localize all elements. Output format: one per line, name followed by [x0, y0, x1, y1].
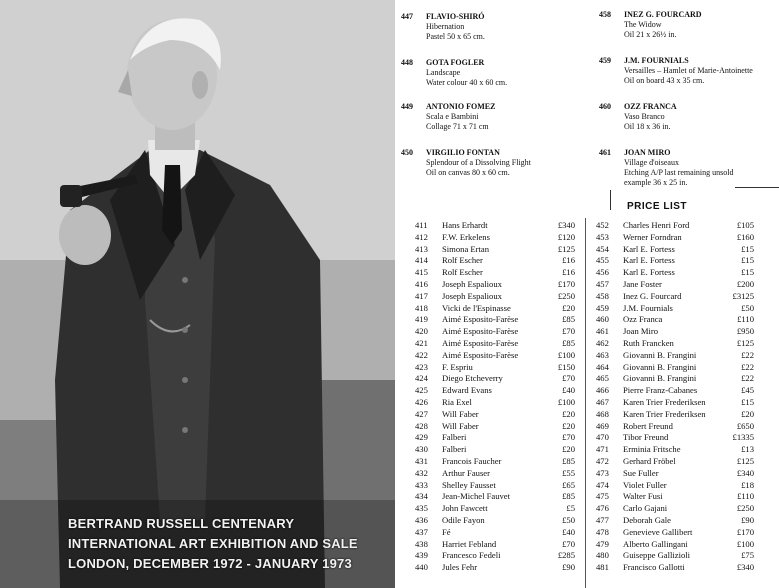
- price-row-number: 470: [596, 432, 609, 443]
- price-row-number: 437: [415, 526, 428, 537]
- price-row-price: £85: [562, 314, 575, 325]
- price-row-artist: Aimé Esposito-Farèse: [442, 314, 519, 325]
- price-row-price: £285: [557, 550, 575, 561]
- price-row-number: 419: [415, 314, 428, 325]
- price-row-number: 473: [596, 467, 609, 478]
- price-row-price: £170: [557, 278, 575, 289]
- price-row: [415, 350, 575, 362]
- price-row-price: £125: [736, 337, 754, 348]
- price-row-number: 420: [415, 326, 428, 337]
- entry-number: 448: [401, 58, 413, 67]
- price-row-price: £18: [741, 479, 754, 490]
- price-row-price: £22: [741, 349, 754, 360]
- price-row-number: 427: [415, 408, 428, 419]
- price-row: [415, 503, 575, 515]
- price-row-number: 423: [415, 361, 428, 372]
- price-row: [415, 468, 575, 480]
- price-row-artist: Will Faber: [442, 408, 479, 419]
- price-row: [415, 550, 575, 562]
- price-row: [415, 338, 575, 350]
- price-row: [596, 421, 754, 433]
- price-row-number: 413: [415, 243, 428, 254]
- price-row-artist: Aimé Esposito-Farèse: [442, 337, 519, 348]
- price-row-price: £125: [736, 455, 754, 466]
- entry-artist: GOTA FOGLER: [426, 58, 485, 67]
- price-row-price: £110: [737, 491, 754, 502]
- entry-number: 450: [401, 148, 413, 157]
- price-row-artist: Robert Freund: [623, 420, 673, 431]
- price-row: [415, 562, 575, 574]
- price-row-number: 456: [596, 267, 609, 278]
- price-row-price: £100: [557, 396, 575, 407]
- price-row-artist: F. Espriu: [442, 361, 473, 372]
- price-row-price: £90: [741, 514, 754, 525]
- entry-number: 461: [599, 148, 611, 157]
- price-row-artist: Ria Exel: [442, 396, 472, 407]
- price-row: [415, 421, 575, 433]
- price-row-artist: Francesco Fedeli: [442, 550, 501, 561]
- price-row-price: £70: [562, 326, 575, 337]
- price-row-price: £13: [741, 444, 754, 455]
- price-row: [415, 539, 575, 551]
- price-row-number: 426: [415, 396, 428, 407]
- price-row-artist: Joseph Espalioux: [442, 290, 502, 301]
- price-row-price: £85: [562, 455, 575, 466]
- price-row-artist: Deborah Gale: [623, 514, 671, 525]
- price-row-number: 480: [596, 550, 609, 561]
- price-row: [415, 255, 575, 267]
- price-row-price: £100: [557, 349, 575, 360]
- price-row-number: 430: [415, 444, 428, 455]
- entry-medium: Water colour 40 x 60 cm.: [426, 78, 508, 87]
- price-row-artist: J.M. Fournials: [623, 302, 673, 313]
- price-row-artist: Werner Forndran: [623, 231, 682, 242]
- price-row-number: 452: [596, 220, 609, 230]
- price-list-left: [415, 220, 575, 574]
- entry-artist: OZZ FRANCA: [624, 102, 677, 111]
- price-row-number: 428: [415, 420, 428, 431]
- price-row: [415, 432, 575, 444]
- price-row-artist: Rolf Escher: [442, 267, 483, 278]
- price-row-artist: Sue Fuller: [623, 467, 659, 478]
- entry-title: Splendour of a Dissolving Flight: [426, 158, 531, 167]
- divider-line: [735, 187, 779, 188]
- price-row-price: £90: [562, 562, 575, 573]
- price-row-artist: Rolf Escher: [442, 255, 483, 266]
- price-row: [415, 444, 575, 456]
- price-row-price: £20: [562, 420, 575, 431]
- entry-title: Scala e Bambini: [426, 112, 479, 121]
- price-row-price: £20: [562, 302, 575, 313]
- price-row-price: £15: [741, 255, 754, 266]
- price-row-price: £250: [557, 290, 575, 301]
- caption-line-2: INTERNATIONAL ART EXHIBITION AND SALE: [68, 536, 358, 551]
- price-row-number: 435: [415, 503, 428, 514]
- price-row: [596, 232, 754, 244]
- price-row-number: 467: [596, 396, 609, 407]
- price-row-artist: Aimé Esposito-Farèse: [442, 326, 519, 337]
- price-row-number: 440: [415, 562, 428, 573]
- price-row: [596, 338, 754, 350]
- price-row-number: 411: [415, 220, 428, 230]
- entry-title: Village d'oiseaux: [624, 158, 679, 167]
- price-row-number: 412: [415, 231, 428, 242]
- price-row-price: £65: [562, 479, 575, 490]
- price-row-artist: Karen Trier Frederiksen: [623, 408, 706, 419]
- price-row-number: 477: [596, 514, 609, 525]
- price-row: [596, 432, 754, 444]
- entry-number: 458: [599, 10, 611, 19]
- entry-title: Hibernation: [426, 22, 465, 31]
- price-row-price: £20: [741, 408, 754, 419]
- price-row-artist: Pierre Franz-Cabanes: [623, 385, 698, 396]
- price-row-price: £200: [736, 278, 754, 289]
- price-row-artist: Vicki de l'Espinasse: [442, 302, 511, 313]
- entry-artist: ANTONIO FOMEZ: [426, 102, 496, 111]
- price-row: [596, 468, 754, 480]
- price-row-price: £1335: [732, 432, 754, 443]
- entry-artist: FLAVIO-SHIRÓ: [426, 12, 485, 21]
- entry-medium-extra: example 36 x 25 in.: [624, 178, 688, 187]
- price-row-artist: Diego Etcheverry: [442, 373, 503, 384]
- entry-title: The Widow: [624, 20, 662, 29]
- price-row: [415, 303, 575, 315]
- price-row-number: 418: [415, 302, 428, 313]
- price-row-number: 457: [596, 278, 609, 289]
- price-row: [415, 527, 575, 539]
- price-row-artist: Jules Fehr: [442, 562, 478, 573]
- price-row-price: £160: [736, 231, 754, 242]
- price-row-price: £15: [741, 243, 754, 254]
- price-row: [415, 232, 575, 244]
- price-row-artist: Jean-Michel Fauvet: [442, 491, 511, 502]
- price-row: [596, 503, 754, 515]
- price-row-number: 432: [415, 467, 428, 478]
- price-row: [415, 220, 575, 232]
- price-row-price: £650: [736, 420, 754, 431]
- entry-medium: Oil 18 x 36 in.: [624, 122, 671, 131]
- price-row: [596, 373, 754, 385]
- price-row-price: £110: [737, 314, 754, 325]
- price-row: [596, 362, 754, 374]
- price-row-number: 415: [415, 267, 428, 278]
- price-row-number: 465: [596, 373, 609, 384]
- price-row-price: £22: [741, 361, 754, 372]
- price-row-artist: Karl E. Fortess: [623, 267, 675, 278]
- price-row-number: 459: [596, 302, 609, 313]
- entry-medium: Oil 21 x 26½ in.: [624, 30, 677, 39]
- entry-title: Versailles – Hamlet of Marie-Antoinette: [624, 66, 753, 75]
- price-row: [596, 409, 754, 421]
- price-row-artist: Giovanni B. Frangini: [623, 373, 697, 384]
- entry-title: Vaso Branco: [624, 112, 665, 121]
- entry-number: 459: [599, 56, 611, 65]
- price-row: [415, 456, 575, 468]
- price-row: [596, 385, 754, 397]
- price-row-price: £16: [562, 267, 575, 278]
- price-row-number: 471: [596, 444, 609, 455]
- price-row-price: £340: [736, 467, 754, 478]
- price-row-artist: Shelley Fausset: [442, 479, 496, 490]
- price-row-number: 476: [596, 503, 609, 514]
- price-row-price: £15: [741, 396, 754, 407]
- price-row-number: 458: [596, 290, 609, 301]
- price-row-price: £125: [557, 243, 575, 254]
- price-row-number: 438: [415, 538, 428, 549]
- price-row: [596, 480, 754, 492]
- price-row-artist: John Fawcett: [442, 503, 488, 514]
- price-row-price: £85: [562, 491, 575, 502]
- entry-title: Landscape: [426, 68, 461, 77]
- entry-artist: J.M. FOURNIALS: [624, 56, 689, 65]
- price-row-price: £40: [562, 526, 575, 537]
- price-row-number: 469: [596, 420, 609, 431]
- price-row-artist: Gerhard Fröbel: [623, 455, 676, 466]
- price-row-number: 454: [596, 243, 609, 254]
- price-row-number: 416: [415, 278, 428, 289]
- price-row: [415, 385, 575, 397]
- price-row-price: £85: [562, 337, 575, 348]
- exhibition-caption: [68, 514, 388, 574]
- price-row-price: £100: [736, 538, 754, 549]
- price-row-number: 478: [596, 526, 609, 537]
- price-row-artist: Aimé Esposito-Farèse: [442, 349, 519, 360]
- price-row-number: 421: [415, 337, 428, 348]
- price-row-price: £20: [562, 444, 575, 455]
- price-row: [596, 539, 754, 551]
- entry-medium: Oil on board 43 x 35 cm.: [624, 76, 705, 85]
- price-row-artist: Will Faber: [442, 420, 479, 431]
- entry-artist: INEZ G. FOURCARD: [624, 10, 702, 19]
- price-row-artist: Hans Erhardt: [442, 220, 488, 230]
- price-row-price: £40: [562, 385, 575, 396]
- price-row: [415, 373, 575, 385]
- price-row-artist: Falberi: [442, 444, 467, 455]
- price-row-price: £340: [557, 220, 575, 230]
- price-row-number: 425: [415, 385, 428, 396]
- price-row: [596, 279, 754, 291]
- price-list-right: [596, 220, 754, 574]
- price-row-artist: Francisco Gallotti: [623, 562, 685, 573]
- price-row-price: £70: [562, 538, 575, 549]
- price-row-artist: Joan Miro: [623, 326, 659, 337]
- price-row-price: £70: [562, 432, 575, 443]
- price-row-artist: Giovanni B. Frangini: [623, 349, 697, 360]
- price-row-price: £50: [741, 302, 754, 313]
- price-row-artist: Francois Faucher: [442, 455, 502, 466]
- price-row-number: 460: [596, 314, 609, 325]
- price-row: [415, 515, 575, 527]
- price-row-price: £22: [741, 373, 754, 384]
- price-row-artist: Walter Fusi: [623, 491, 663, 502]
- price-row: [415, 314, 575, 326]
- price-row-artist: Charles Henri Ford: [623, 220, 690, 230]
- price-row: [596, 244, 754, 256]
- price-row: [596, 456, 754, 468]
- price-row: [596, 291, 754, 303]
- entry-number: 449: [401, 102, 413, 111]
- price-row: [415, 279, 575, 291]
- price-row-price: £45: [741, 385, 754, 396]
- price-row: [596, 397, 754, 409]
- price-row-artist: Genevieve Gallibert: [623, 526, 693, 537]
- price-row-price: £950: [736, 326, 754, 337]
- price-row: [596, 527, 754, 539]
- price-row-price: £340: [736, 562, 754, 573]
- price-row: [415, 480, 575, 492]
- price-row-number: 429: [415, 432, 428, 443]
- price-row-number: 464: [596, 361, 609, 372]
- caption-line-3: LONDON, DECEMBER 1972 - JANUARY 1973: [68, 556, 352, 571]
- price-row-price: £170: [736, 526, 754, 537]
- price-row-number: 461: [596, 326, 609, 337]
- price-row-number: 455: [596, 255, 609, 266]
- price-row-artist: Karl E. Fortess: [623, 243, 675, 254]
- caption-line-1: BERTRAND RUSSELL CENTENARY: [68, 516, 295, 531]
- price-row-price: £20: [562, 408, 575, 419]
- price-row: [596, 515, 754, 527]
- price-row-number: 436: [415, 514, 428, 525]
- price-row-artist: Falberi: [442, 432, 467, 443]
- price-row-price: £50: [562, 514, 575, 525]
- price-row: [415, 244, 575, 256]
- price-row: [596, 350, 754, 362]
- price-row: [596, 491, 754, 503]
- price-row-number: 475: [596, 491, 609, 502]
- price-row-artist: Karen Trier Frederiksen: [623, 396, 706, 407]
- divider-line: [610, 190, 611, 210]
- entry-medium: Oil on canvas 80 x 60 cm.: [426, 168, 510, 177]
- entry-number: 460: [599, 102, 611, 111]
- price-row-number: 431: [415, 455, 428, 466]
- price-row-price: £75: [741, 550, 754, 561]
- price-row-number: 414: [415, 255, 428, 266]
- price-row: [415, 491, 575, 503]
- price-row-number: 468: [596, 408, 609, 419]
- price-row-artist: Joseph Espalioux: [442, 278, 502, 289]
- price-row: [596, 220, 754, 232]
- price-row-artist: Carlo Gajani: [623, 503, 668, 514]
- price-row-artist: Simona Ertan: [442, 243, 490, 254]
- price-row: [596, 562, 754, 574]
- price-row-number: 474: [596, 479, 609, 490]
- price-row-number: 472: [596, 455, 609, 466]
- entry-artist: JOAN MIRO: [624, 148, 671, 157]
- entry-medium: Collage 71 x 71 cm: [426, 122, 489, 131]
- price-row-artist: Karl E. Fortess: [623, 255, 675, 266]
- price-row-artist: Alberto Gallingani: [623, 538, 688, 549]
- price-row-price: £120: [557, 231, 575, 242]
- price-row: [415, 397, 575, 409]
- price-row-artist: Edward Evans: [442, 385, 492, 396]
- price-row: [596, 550, 754, 562]
- price-row-price: £150: [557, 361, 575, 372]
- entry-medium: Pastel 50 x 65 cm.: [426, 32, 485, 41]
- price-row: [596, 314, 754, 326]
- price-row: [415, 409, 575, 421]
- price-row-number: 422: [415, 349, 428, 360]
- price-row-price: £250: [736, 503, 754, 514]
- price-row-artist: Violet Fuller: [623, 479, 667, 490]
- price-row-number: 424: [415, 373, 428, 384]
- price-row-number: 453: [596, 231, 609, 242]
- price-row-number: 462: [596, 337, 609, 348]
- price-row: [415, 291, 575, 303]
- price-row-artist: Harriet Febland: [442, 538, 497, 549]
- price-row-artist: Ruth Francken: [623, 337, 674, 348]
- price-row-price: £105: [736, 220, 754, 230]
- price-row-price: £16: [562, 255, 575, 266]
- price-row: [415, 362, 575, 374]
- price-row: [596, 326, 754, 338]
- price-row-number: 439: [415, 550, 428, 561]
- price-row-artist: Inez G. Fourcard: [623, 290, 682, 301]
- price-row-number: 481: [596, 562, 609, 573]
- entry-medium: Etching A/P last remaining unsold: [624, 168, 734, 177]
- price-row-number: 433: [415, 479, 428, 490]
- price-row-artist: Guiseppe Gallizioli: [623, 550, 691, 561]
- price-list-title: PRICE LIST: [627, 201, 688, 212]
- price-row-number: 417: [415, 290, 428, 301]
- price-row-artist: Ozz Franca: [623, 314, 663, 325]
- price-row-artist: Odile Fayon: [442, 514, 485, 525]
- price-row-artist: Tibor Freund: [623, 432, 669, 443]
- price-row-artist: Fé: [442, 526, 451, 537]
- price-row-artist: Arthur Fauser: [442, 467, 490, 478]
- price-row: [596, 303, 754, 315]
- price-row: [596, 444, 754, 456]
- price-row-number: 463: [596, 349, 609, 360]
- price-row-artist: F.W. Erkelens: [442, 231, 490, 242]
- price-row-price: £5: [566, 503, 575, 514]
- price-row-artist: Giovanni B. Frangini: [623, 361, 697, 372]
- price-row: [415, 326, 575, 338]
- price-row: [596, 267, 754, 279]
- price-row-price: £15: [741, 267, 754, 278]
- entry-number: 447: [401, 12, 413, 21]
- price-row-price: £3125: [732, 290, 754, 301]
- price-row: [596, 255, 754, 267]
- column-divider: [585, 218, 586, 588]
- price-row-number: 479: [596, 538, 609, 549]
- price-row-number: 434: [415, 491, 428, 502]
- price-row: [415, 267, 575, 279]
- price-row-number: 466: [596, 385, 609, 396]
- entry-artist: VIRGILIO FONTAN: [426, 148, 500, 157]
- price-row-price: £70: [562, 373, 575, 384]
- price-row-artist: Erminia Fritsche: [623, 444, 681, 455]
- price-row-price: £55: [562, 467, 575, 478]
- price-row-artist: Jane Foster: [623, 278, 662, 289]
